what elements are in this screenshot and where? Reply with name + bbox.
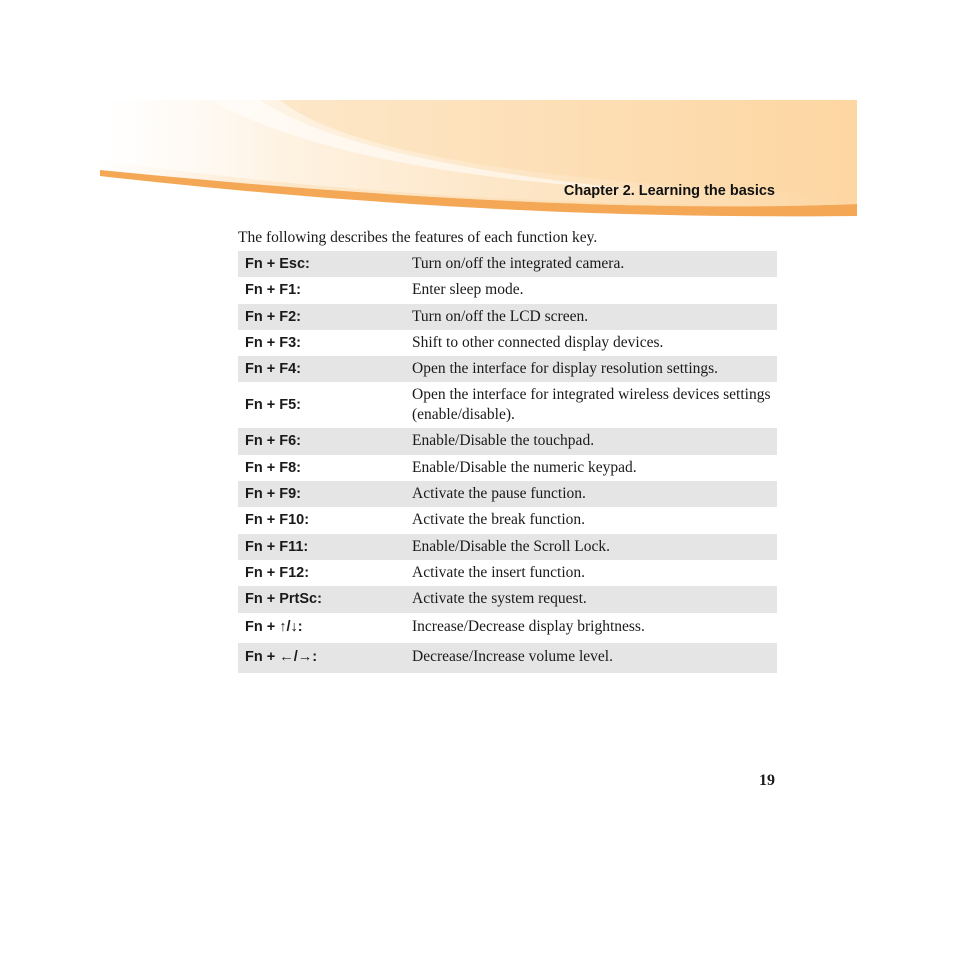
key-description: Enable/Disable the touchpad. (412, 432, 595, 450)
page-number: 19 (759, 772, 775, 789)
key-combo: Fn + F3: (245, 334, 301, 351)
table-row (238, 251, 777, 277)
key-combo: Fn + F5: (245, 397, 301, 414)
key-description: Activate the system request. (412, 590, 587, 608)
table-row (238, 428, 777, 454)
table-row (238, 560, 777, 586)
key-combo: Fn + F11: (245, 538, 309, 555)
key-combo: Fn + Esc: (245, 256, 310, 272)
key-description: Decrease/Increase volume level. (412, 647, 613, 665)
table-row (238, 481, 777, 507)
key-description: Open the interface for integrated wireless devices settings (enable/disable). (412, 386, 771, 424)
key-combo: Fn + F10: (245, 512, 310, 529)
table-row (238, 304, 777, 330)
key-combo: Fn + F6: (245, 433, 301, 450)
table-row (238, 277, 777, 303)
key-description: Enable/Disable the numeric keypad. (412, 458, 637, 476)
key-description: Open the interface for display resolution settings. (412, 360, 719, 378)
key-description: Enter sleep mode. (412, 281, 524, 299)
key-description: Activate the insert function. (412, 563, 586, 581)
key-combo: Fn + F1: (245, 282, 301, 299)
key-description: Increase/Decrease display brightness. (412, 617, 645, 635)
intro-text: The following describes the features of each function key. (238, 229, 598, 246)
key-combo: Fn + F2: (245, 308, 301, 325)
key-combo: Fn + PrtSc: (245, 591, 322, 608)
key-description: Activate the pause function. (412, 485, 586, 503)
table-row (238, 356, 777, 382)
table-row (238, 534, 777, 560)
table-row (238, 613, 777, 643)
table-row (238, 507, 777, 533)
key-combo: Fn + F9: (245, 486, 301, 503)
key-combo: Fn + F8: (245, 459, 301, 476)
chapter-title: Chapter 2. Learning the basics (563, 183, 775, 199)
chapter-header-band (100, 100, 857, 218)
key-description: Turn on/off the integrated camera. (412, 255, 625, 272)
function-key-table (238, 251, 777, 673)
table-row (238, 586, 777, 612)
key-combo: Fn + ↑/↓: (245, 618, 303, 635)
key-combo: Fn + F12: (245, 564, 310, 581)
table-row (238, 455, 777, 481)
table-row (238, 382, 777, 428)
table-row (238, 643, 777, 673)
key-combo: Fn + ←/→: (245, 648, 318, 665)
key-description: Enable/Disable the Scroll Lock. (412, 537, 610, 555)
key-description: Shift to other connected display devices. (412, 333, 664, 351)
table-row (238, 330, 777, 356)
key-combo: Fn + F4: (245, 361, 301, 378)
key-description: Turn on/off the LCD screen. (412, 307, 589, 325)
key-description: Activate the break function. (412, 511, 586, 529)
